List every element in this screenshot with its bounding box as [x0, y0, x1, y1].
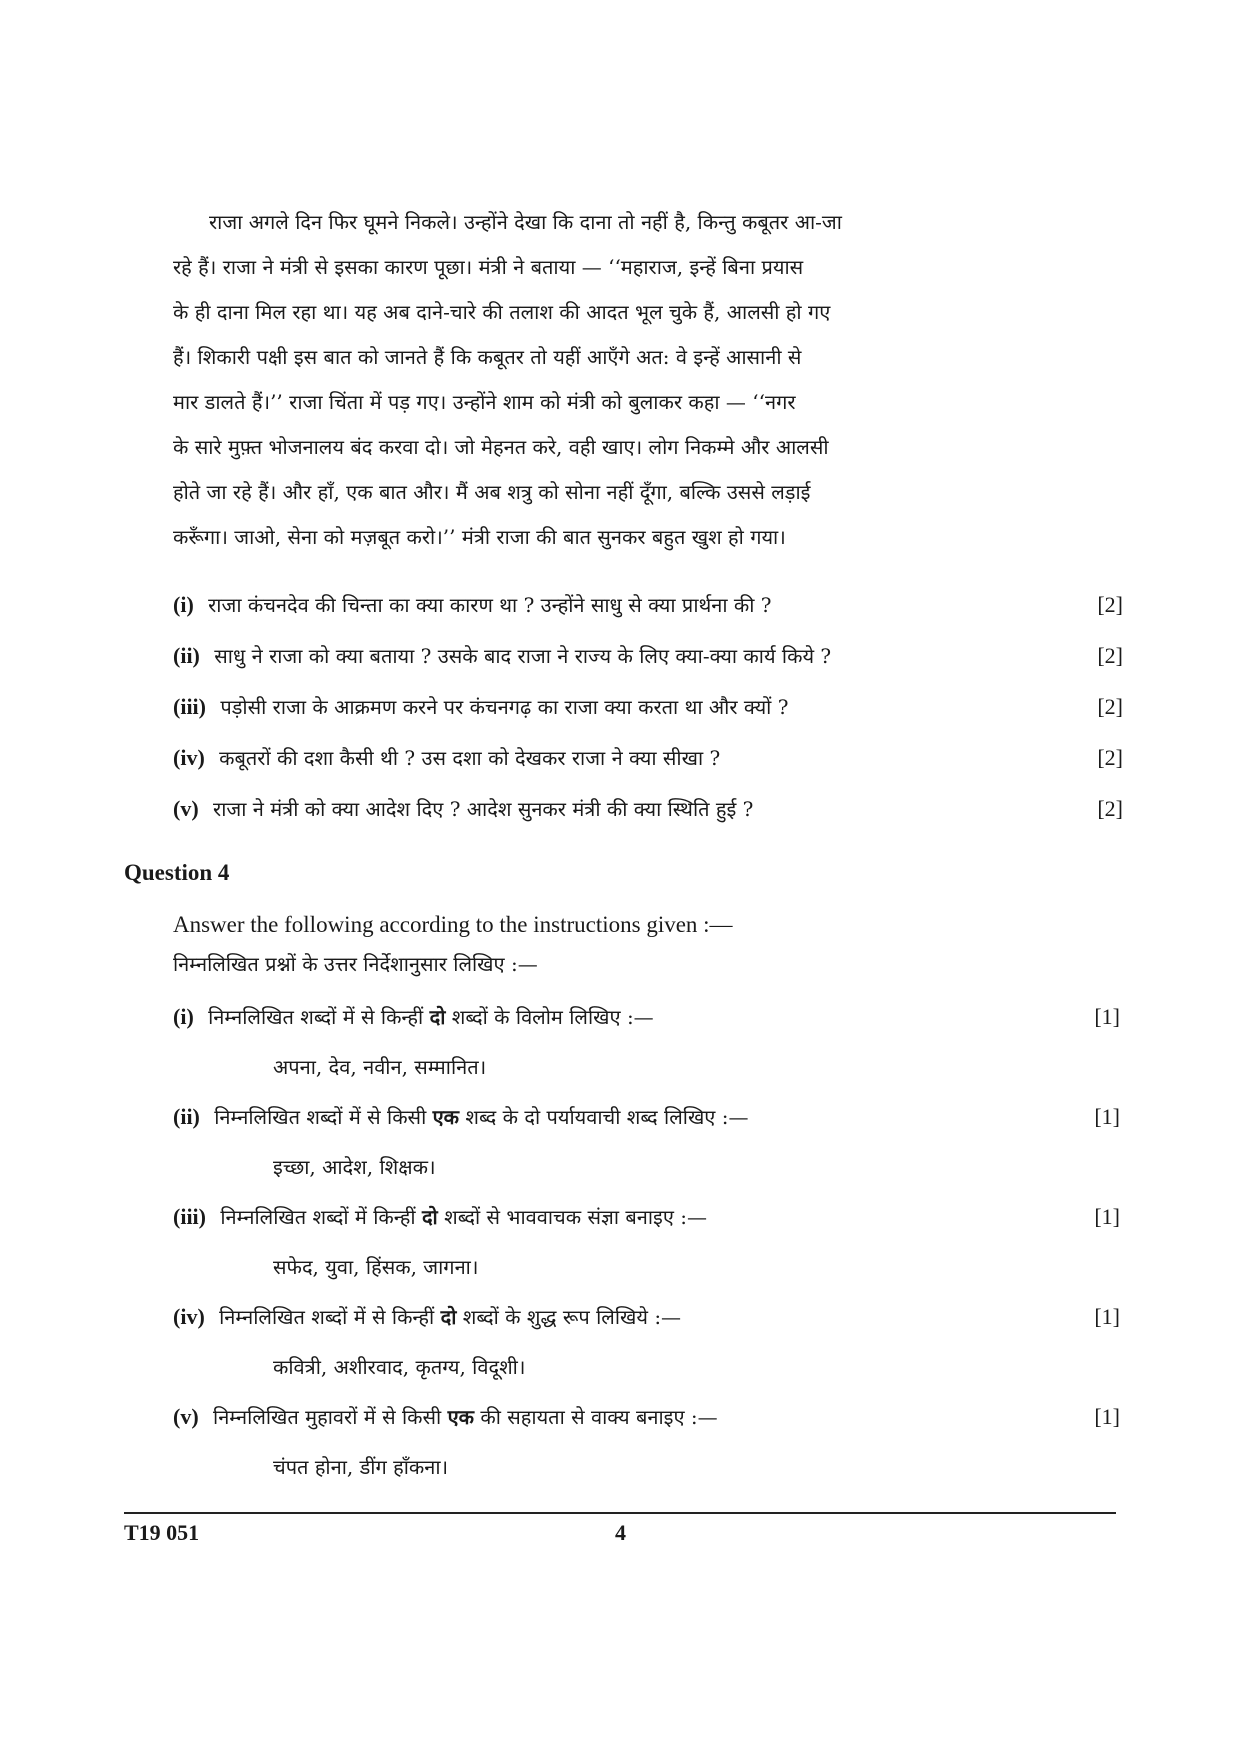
subquestion-number: (iv) [173, 745, 205, 770]
subquestion [173, 1097, 1120, 1197]
marks: [2] [1097, 694, 1123, 719]
subquestion [173, 585, 1123, 636]
passage-text: राजा अगले दिन फिर घूमने निकले। उन्होंने देखा कि दाना तो नहीं है, किन्तु कबूतर आ-जा [209, 210, 842, 234]
subquestion-text: शब्द के दो पर्यायवाची शब्द लिखिए :— [459, 1105, 749, 1129]
passage-line [173, 200, 1035, 245]
passage-text: होते जा रहे हैं। और हाँ, एक बात और। मैं अब शत्रु को सोना नहीं दूँगा, बल्कि उससे लड़ाई [173, 480, 811, 504]
subquestion [173, 1397, 1120, 1497]
subquestion [173, 1197, 1120, 1297]
question-3-subquestions [173, 585, 1123, 840]
word-list: अपना, देव, नवीन, सम्मानित। [273, 1055, 487, 1079]
subquestion-number: (iii) [173, 694, 206, 719]
marks: [2] [1097, 745, 1123, 770]
subquestion-row [173, 1397, 1120, 1441]
passage [173, 200, 1035, 560]
subquestion-number: (iv) [173, 1304, 205, 1329]
subquestion [173, 997, 1120, 1097]
subquestion [173, 738, 1123, 789]
marks: [1] [1094, 1404, 1120, 1429]
subquestion-row [173, 1097, 1120, 1141]
subquestion-text: निम्नलिखित मुहावरों में से किसी [213, 1405, 448, 1429]
marks: [1] [1094, 1104, 1120, 1129]
marks: [2] [1097, 796, 1123, 821]
paper-code: T19 051 [124, 1520, 200, 1545]
subquestion-text: निम्नलिखित शब्दों में किन्हीं [220, 1205, 422, 1229]
word-list: सफेद, युवा, हिंसक, जागना। [273, 1255, 479, 1279]
subquestion-text: राजा कंचनदेव की चिन्ता का क्या कारण था ? उन्होंने साधु से क्या प्रार्थना की ? [208, 593, 772, 617]
marks: [2] [1097, 643, 1123, 668]
subquestion-text: निम्नलिखित शब्दों में से किसी [214, 1105, 433, 1129]
subquestion [173, 789, 1123, 840]
subquestion [173, 687, 1123, 738]
passage-line [173, 290, 1035, 335]
subquestion-text: की सहायता से वाक्य बनाइए :— [474, 1405, 718, 1429]
passage-line [173, 380, 1035, 425]
subquestion-text: शब्दों के विलोम लिखिए :— [445, 1005, 654, 1029]
subquestion-number: (v) [173, 1404, 199, 1429]
instruction-english: Answer the following according to the instructions given :— [173, 912, 733, 937]
marks: [1] [1094, 1004, 1120, 1029]
subquestion-text: शब्दों से भाववाचक संज्ञा बनाइए :— [437, 1205, 708, 1229]
marks: [1] [1094, 1304, 1120, 1329]
subquestion-row [173, 1197, 1120, 1241]
word-list: चंपत होना, डींग हाँकना। [273, 1455, 449, 1479]
emphasis-word: दो [440, 1305, 457, 1329]
subquestion-text: निम्नलिखित शब्दों में से किन्हीं [208, 1005, 430, 1029]
subquestion-text: निम्नलिखित शब्दों में से किन्हीं [219, 1305, 441, 1329]
subquestion-row [173, 997, 1120, 1041]
passage-line [173, 245, 1035, 290]
subquestion-text: कबूतरों की दशा कैसी थी ? उस दशा को देखकर राजा ने क्या सीखा ? [219, 746, 721, 770]
emphasis-word: एक [447, 1405, 474, 1429]
emphasis-word: एक [432, 1105, 460, 1129]
passage-line [173, 515, 1035, 560]
subquestion-row [173, 1297, 1120, 1341]
passage-line [173, 335, 1035, 380]
passage-line [173, 425, 1035, 470]
subquestion-text: साधु ने राजा को क्या बताया ? उसके बाद राजा ने राज्य के लिए क्या-क्या कार्य किये ? [214, 644, 832, 668]
passage-text: मार डालते हैं।’’ राजा चिंता में पड़ गए। उन्होंने शाम को मंत्री को बुलाकर कहा — ‘‘नगर [173, 390, 796, 414]
subquestion-text: शब्दों के शुद्ध रूप लिखिये :— [456, 1305, 682, 1329]
passage-text: के ही दाना मिल रहा था। यह अब दाने-चारे की तलाश की आदत भूल चुके हैं, आलसी हो गए [173, 300, 831, 324]
subquestion [173, 1297, 1120, 1397]
marks: [1] [1094, 1204, 1120, 1229]
passage-text: करूँगा। जाओ, सेना को मज़बूत करो।’’ मंत्री राजा की बात सुनकर बहुत खुश हो गया। [173, 525, 786, 549]
instruction-hindi: निम्नलिखित प्रश्नों के उत्तर निर्देशानुसार लिखिए :— [173, 952, 538, 976]
subquestion-number: (i) [173, 1004, 194, 1029]
passage-text: रहे हैं। राजा ने मंत्री से इसका कारण पूछा। मंत्री ने बताया — ‘‘महाराज, इन्हें बिना प्रयास [173, 255, 804, 279]
subquestion [173, 636, 1123, 687]
passage-text: के सारे मुफ़्त भोजनालय बंद करवा दो। जो मेहनत करे, वही खाए। लोग निकम्मे और आलसी [173, 435, 829, 459]
question-4-subquestions [173, 997, 1120, 1497]
subquestion-text: राजा ने मंत्री को क्या आदेश दिए ? आदेश सुनकर मंत्री की क्या स्थिति हुई ? [213, 797, 754, 821]
subquestion-number: (ii) [173, 1104, 200, 1129]
footer-divider [124, 1512, 1116, 1514]
subquestion-number: (v) [173, 796, 199, 821]
subquestion-number: (iii) [173, 1204, 206, 1229]
emphasis-word: दो [429, 1005, 446, 1029]
page-number: 4 [615, 1520, 626, 1545]
passage-text: हैं। शिकारी पक्षी इस बात को जानते हैं कि कबूतर तो यहीं आएँगे अत: वे इन्हें आसानी से [173, 345, 802, 369]
question-heading: Question 4 [124, 860, 230, 885]
subquestion-text: पड़ोसी राजा के आक्रमण करने पर कंचनगढ़ का राजा क्या करता था और क्यों ? [220, 695, 789, 719]
passage-line [173, 470, 1035, 515]
emphasis-word: दो [421, 1205, 438, 1229]
subquestion-number: (i) [173, 592, 194, 617]
marks: [2] [1097, 592, 1123, 617]
word-list: इच्छा, आदेश, शिक्षक। [273, 1155, 436, 1179]
word-list: कवित्री, अशीरवाद, कृतग्य, विदूशी। [273, 1355, 526, 1379]
subquestion-number: (ii) [173, 643, 200, 668]
